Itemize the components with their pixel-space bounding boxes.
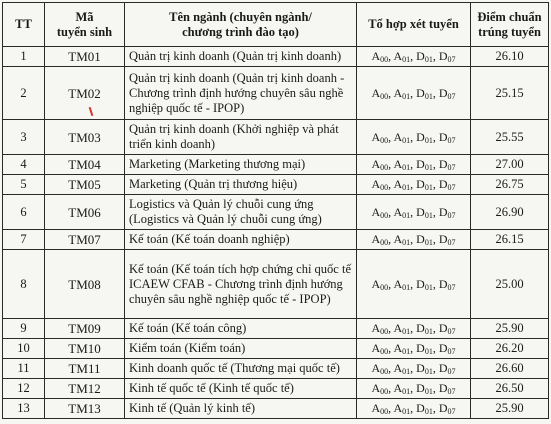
row-tt: 10 [3,339,45,359]
row-score: 25.00 [471,250,549,319]
combo-letter: D [438,276,448,291]
row-tt: 5 [3,175,45,195]
row-tt: 4 [3,155,45,175]
row-tt: 1 [3,47,45,67]
combo-letter: A [393,381,403,395]
combo-letter: A [371,381,381,395]
combo-subscript: 07 [447,55,456,64]
row-combo: $A_{00}$, $A_{01}$, $D_{01}$, $D_{07}$ [357,399,471,419]
combo-letter: D [438,129,448,144]
row-code: TM08 [45,250,125,319]
combo-subscript: 01 [424,407,433,416]
table-row [3,195,549,230]
row-combo: $A_{00}$, $A_{01}$, $D_{01}$, $D_{07}$ [357,230,471,250]
table-row [3,379,549,399]
row-program-name: Kinh tế quốc tế (Kinh tế quốc tế) [125,379,357,399]
row-program-name: Kế toán (Kế toán doanh nghiệp) [125,230,357,250]
table-row [3,339,549,359]
row-combo: $A_{00}$, $A_{01}$, $D_{01}$, $D_{07}$ [357,359,471,379]
combo-subscript: 01 [424,238,433,247]
row-program-name: Kiểm toán (Kiểm toán) [125,339,357,359]
table-row [3,399,549,419]
combo-subscript: 07 [447,347,456,356]
combo-subscript: 00 [380,55,389,64]
combo-subscript: 07 [447,367,456,376]
combo-subscript: 00 [380,135,389,145]
table-row [3,120,549,155]
combo-subscript: 07 [447,407,456,416]
combo-subscript: 01 [424,135,433,145]
row-code: TM02 [45,67,125,120]
row-code: TM13 [45,399,125,419]
combo-letter: D [416,341,425,355]
combo-letter: D [416,361,425,375]
combo-subscript: 07 [447,327,456,336]
combo-letter: D [416,321,425,335]
combo-letter: A [371,177,381,191]
combo-subscript: 07 [447,282,456,292]
row-code: TM04 [45,155,125,175]
combo-subscript: 01 [424,367,433,376]
row-combo: $A_{00}$, $A_{01}$, $D_{01}$, $D_{07}$ [357,250,471,319]
combo-subscript: 07 [447,238,456,247]
row-combo: $A_{00}$, $A_{01}$, $D_{01}$, $D_{07}$ [357,195,471,230]
table-row [3,47,549,67]
combo-letter: A [371,157,381,171]
row-code: TM07 [45,230,125,250]
combo-letter: D [416,49,425,63]
combo-subscript: 00 [380,327,389,336]
combo-subscript: 00 [380,238,389,247]
row-score: 25.15 [471,67,549,120]
combo-subscript: 07 [447,163,456,172]
combo-letter: D [438,401,448,415]
table-row [3,67,549,120]
combo-subscript: 01 [402,91,411,101]
header-code: Mã tuyển sinh [45,3,125,47]
combo-letter: D [416,232,425,246]
combo-letter: A [371,129,381,144]
combo-subscript: 01 [402,210,411,220]
combo-subscript: 00 [380,407,389,416]
combo-subscript: 01 [424,327,433,336]
combo-letter: A [393,157,403,171]
combo-subscript: 00 [380,210,389,220]
combo-letter: A [371,361,381,375]
combo-letter: A [371,321,381,335]
table-row [3,319,549,339]
combo-letter: D [438,85,448,100]
row-program-name: Kinh doanh quốc tế (Thương mại quốc tế) [125,359,357,379]
combo-subscript: 07 [447,183,456,192]
combo-subscript: 01 [424,387,433,396]
row-code: TM12 [45,379,125,399]
combo-letter: D [438,157,448,171]
combo-subscript: 01 [402,407,411,416]
combo-letter: D [438,232,448,246]
combo-subscript: 01 [402,367,411,376]
table-row [3,250,549,319]
row-program-name: Quản trị kinh doanh (Quản trị kinh doanh) [125,47,357,67]
combo-subscript: 00 [380,163,389,172]
row-code: TM05 [45,175,125,195]
combo-subscript: 01 [402,135,411,145]
combo-letter: D [438,381,448,395]
row-tt: 7 [3,230,45,250]
row-combo: $A_{00}$, $A_{01}$, $D_{01}$, $D_{07}$ [357,379,471,399]
table-body [3,47,549,419]
row-combo: $A_{00}$, $A_{01}$, $D_{01}$, $D_{07}$ [357,120,471,155]
combo-subscript: 00 [380,91,389,101]
combo-subscript: 01 [402,327,411,336]
row-score: 26.50 [471,379,549,399]
row-program-name: Logistics và Quản lý chuỗi cung ứng (Logistics và Quản lý chuỗi cung ứng) [125,195,357,230]
combo-letter: A [393,49,403,63]
row-combo: $A_{00}$, $A_{01}$, $D_{01}$, $D_{07}$ [357,67,471,120]
row-score: 26.90 [471,195,549,230]
combo-subscript: 00 [380,282,389,292]
combo-letter: D [416,157,425,171]
combo-letter: D [438,321,448,335]
combo-subscript: 07 [447,387,456,396]
row-tt: 11 [3,359,45,379]
combo-subscript: 01 [402,282,411,292]
combo-subscript: 00 [380,367,389,376]
row-score: 27.00 [471,155,549,175]
row-score: 26.10 [471,47,549,67]
combo-subscript: 01 [424,347,433,356]
combo-letter: D [416,381,425,395]
combo-letter: D [438,361,448,375]
combo-letter: A [393,361,403,375]
row-tt: 3 [3,120,45,155]
row-code: TM11 [45,359,125,379]
row-score: 25.55 [471,120,549,155]
row-code: TM03 [45,120,125,155]
combo-subscript: 01 [402,387,411,396]
combo-letter: D [438,204,448,219]
combo-letter: A [393,129,403,144]
header-program: Tên ngành (chuyên ngành/ chương trình đào tạo) [125,3,357,47]
row-program-name: Quản trị kinh doanh (Khởi nghiệp và phát triển kinh doanh) [125,120,357,155]
combo-letter: A [393,341,403,355]
combo-letter: A [371,49,381,63]
combo-letter: A [393,204,403,219]
row-score: 26.15 [471,230,549,250]
row-code: TM01 [45,47,125,67]
combo-letter: A [393,321,403,335]
row-program-name: Marketing (Quản trị thương hiệu) [125,175,357,195]
combo-letter: A [393,401,403,415]
row-combo: $A_{00}$, $A_{01}$, $D_{01}$, $D_{07}$ [357,339,471,359]
combo-letter: A [371,204,381,219]
combo-letter: A [371,401,381,415]
header-score: Điểm chuẩn trúng tuyển [471,3,549,47]
combo-subscript: 01 [402,183,411,192]
combo-subscript: 01 [424,163,433,172]
admission-scores-table [2,2,549,419]
combo-letter: D [416,204,425,219]
combo-letter: D [438,177,448,191]
combo-letter: A [371,85,381,100]
row-tt: 12 [3,379,45,399]
combo-subscript: 01 [424,210,433,220]
combo-subscript: 01 [402,238,411,247]
combo-subscript: 01 [424,91,433,101]
combo-letter: A [393,276,403,291]
combo-subscript: 07 [447,210,456,220]
row-score: 25.90 [471,319,549,339]
combo-subscript: 00 [380,183,389,192]
row-tt: 8 [3,250,45,319]
row-code: TM06 [45,195,125,230]
row-score: 26.60 [471,359,549,379]
combo-subscript: 00 [380,347,389,356]
row-combo: $A_{00}$, $A_{01}$, $D_{01}$, $D_{07}$ [357,319,471,339]
combo-letter: D [416,85,425,100]
combo-subscript: 00 [380,387,389,396]
header-combo: Tổ hợp xét tuyển [357,3,471,47]
header-row [3,3,549,47]
row-tt: 9 [3,319,45,339]
combo-letter: A [371,276,381,291]
combo-letter: A [371,232,381,246]
combo-letter: D [416,276,425,291]
row-score: 26.75 [471,175,549,195]
header-tt: TT [3,3,45,47]
row-program-name: Kinh tế (Quản lý kinh tế) [125,399,357,419]
row-combo: $A_{00}$, $A_{01}$, $D_{01}$, $D_{07}$ [357,47,471,67]
row-code: TM10 [45,339,125,359]
combo-subscript: 01 [402,55,411,64]
row-combo: $A_{00}$, $A_{01}$, $D_{01}$, $D_{07}$ [357,155,471,175]
combo-subscript: 01 [424,282,433,292]
row-score: 26.20 [471,339,549,359]
combo-subscript: 07 [447,91,456,101]
row-program-name: Kế toán (Kế toán công) [125,319,357,339]
combo-subscript: 01 [402,347,411,356]
combo-letter: D [438,49,448,63]
row-combo: $A_{00}$, $A_{01}$, $D_{01}$, $D_{07}$ [357,175,471,195]
row-tt: 13 [3,399,45,419]
row-code: TM09 [45,319,125,339]
combo-letter: D [416,401,425,415]
table-row [3,230,549,250]
table-row [3,359,549,379]
combo-letter: A [371,341,381,355]
combo-subscript: 07 [447,135,456,145]
row-program-name: Kế toán (Kế toán tích hợp chứng chỉ quốc tế ICAEW CFAB - Chương trình định hướng chuyên sâu nghề nghiệp quốc tế - IPOP) [125,250,357,319]
combo-subscript: 01 [424,183,433,192]
row-score: 25.90 [471,399,549,419]
combo-letter: A [393,232,403,246]
combo-subscript: 01 [424,55,433,64]
combo-subscript: 01 [402,163,411,172]
table-row [3,175,549,195]
combo-letter: D [416,177,425,191]
combo-letter: A [393,85,403,100]
row-program-name: Quản trị kinh doanh (Quản trị kinh doanh - Chương trình định hướng chuyên sâu nghề nghiệp quốc tế - IPOP) [125,67,357,120]
combo-letter: D [416,129,425,144]
row-program-name: Marketing (Marketing thương mại) [125,155,357,175]
row-tt: 2 [3,67,45,120]
combo-letter: D [438,341,448,355]
table-row [3,155,549,175]
row-tt: 6 [3,195,45,230]
combo-letter: A [393,177,403,191]
